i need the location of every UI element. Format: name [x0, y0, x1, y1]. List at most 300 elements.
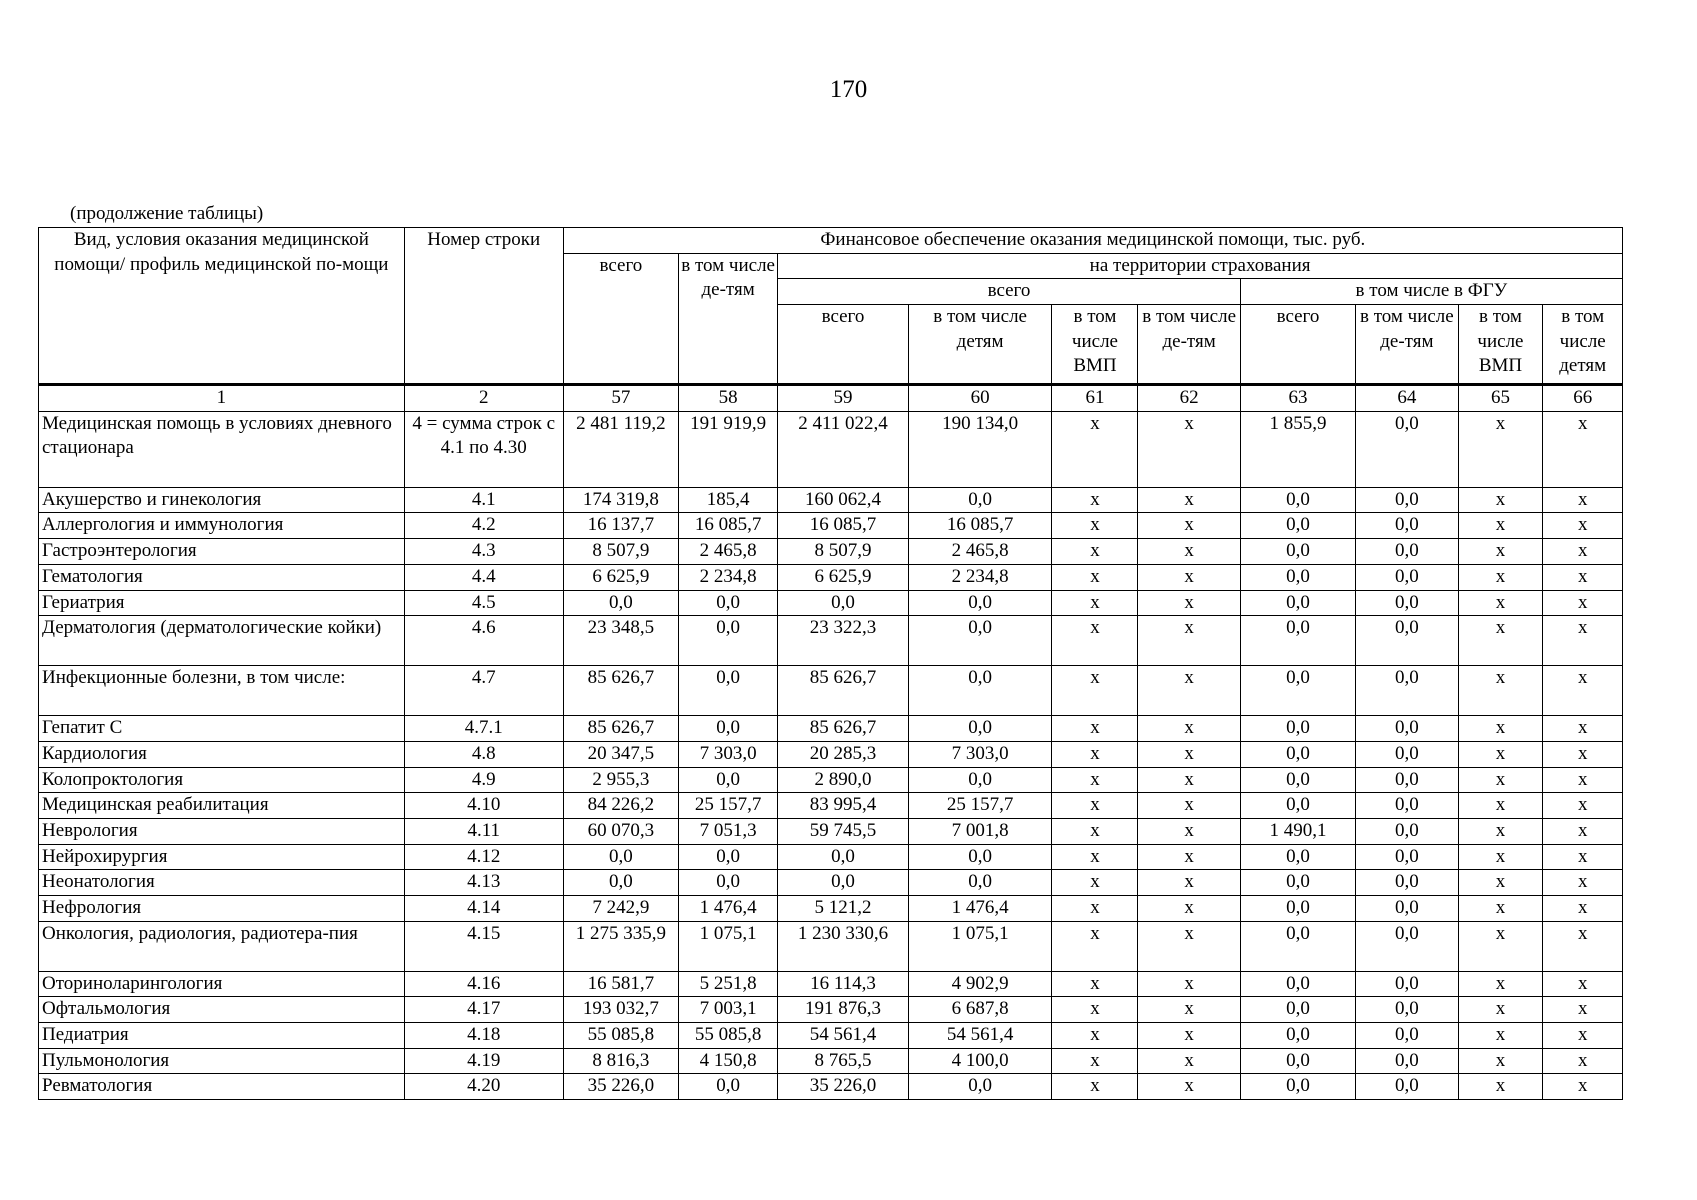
value-cell-61: х — [1052, 818, 1138, 844]
value-cell-63: 0,0 — [1240, 1023, 1355, 1049]
value-cell-59: 85 626,7 — [778, 716, 909, 742]
row-number-cell: 4.3 — [404, 539, 563, 565]
table-row — [39, 411, 1623, 487]
row-number-cell: 4.19 — [404, 1048, 563, 1074]
value-cell-58: 1 075,1 — [679, 921, 778, 971]
value-cell-66: х — [1543, 539, 1623, 565]
value-cell-65: х — [1458, 487, 1543, 513]
value-cell-60: 25 157,7 — [908, 793, 1052, 819]
header-t-total: всего — [778, 305, 909, 385]
table-row — [39, 616, 1623, 666]
value-cell-60: 54 561,4 — [908, 1023, 1052, 1049]
value-cell-58: 0,0 — [679, 767, 778, 793]
value-cell-59: 16 085,7 — [778, 513, 909, 539]
table-row — [39, 767, 1623, 793]
value-cell-64: 0,0 — [1356, 896, 1458, 922]
value-cell-66: х — [1543, 767, 1623, 793]
value-cell-61: х — [1052, 896, 1138, 922]
profile-name: Аллергология и иммунология — [39, 513, 405, 539]
value-cell-62: х — [1138, 666, 1240, 716]
row-number-cell: 4.16 — [404, 971, 563, 997]
value-cell-59: 23 322,3 — [778, 616, 909, 666]
value-cell-66: х — [1543, 844, 1623, 870]
value-cell-62: х — [1138, 1023, 1240, 1049]
value-cell-63: 0,0 — [1240, 844, 1355, 870]
value-cell-61: х — [1052, 716, 1138, 742]
value-cell-57: 0,0 — [563, 844, 678, 870]
value-cell-59: 20 285,3 — [778, 741, 909, 767]
profile-name: Неврология — [39, 818, 405, 844]
value-cell-61: х — [1052, 1048, 1138, 1074]
value-cell-61: х — [1052, 844, 1138, 870]
value-cell-66: х — [1543, 487, 1623, 513]
value-cell-65: х — [1458, 513, 1543, 539]
value-cell-65: х — [1458, 666, 1543, 716]
value-cell-64: 0,0 — [1356, 513, 1458, 539]
value-cell-63: 0,0 — [1240, 564, 1355, 590]
value-cell-57: 2 481 119,2 — [563, 411, 678, 487]
value-cell-61: х — [1052, 564, 1138, 590]
value-cell-65: х — [1458, 741, 1543, 767]
column-number: 58 — [679, 385, 778, 412]
value-cell-62: х — [1138, 539, 1240, 565]
value-cell-62: х — [1138, 411, 1240, 487]
value-cell-59: 0,0 — [778, 870, 909, 896]
table-row — [39, 741, 1623, 767]
value-cell-58: 191 919,9 — [679, 411, 778, 487]
table-row — [39, 896, 1623, 922]
value-cell-57: 0,0 — [563, 590, 678, 616]
value-cell-65: х — [1458, 997, 1543, 1023]
table-body — [39, 411, 1623, 1099]
profile-name: Колопроктология — [39, 767, 405, 793]
value-cell-59: 2 890,0 — [778, 767, 909, 793]
value-cell-62: х — [1138, 870, 1240, 896]
value-cell-63: 1 855,9 — [1240, 411, 1355, 487]
row-number-cell: 4.5 — [404, 590, 563, 616]
value-cell-65: х — [1458, 793, 1543, 819]
profile-name: Акушерство и гинекология — [39, 487, 405, 513]
value-cell-58: 2 465,8 — [679, 539, 778, 565]
value-cell-59: 5 121,2 — [778, 896, 909, 922]
value-cell-63: 0,0 — [1240, 1048, 1355, 1074]
table-row — [39, 716, 1623, 742]
value-cell-61: х — [1052, 513, 1138, 539]
profile-name: Педиатрия — [39, 1023, 405, 1049]
value-cell-58: 25 157,7 — [679, 793, 778, 819]
value-cell-58: 0,0 — [679, 1074, 778, 1100]
value-cell-58: 55 085,8 — [679, 1023, 778, 1049]
header-t-vmp-children: в том числе де-тям — [1138, 305, 1240, 385]
value-cell-63: 0,0 — [1240, 767, 1355, 793]
value-cell-66: х — [1543, 870, 1623, 896]
value-cell-57: 23 348,5 — [563, 616, 678, 666]
value-cell-57: 85 626,7 — [563, 666, 678, 716]
value-cell-65: х — [1458, 896, 1543, 922]
header-f-vmp: в том числе ВМП — [1458, 305, 1543, 385]
table-row — [39, 590, 1623, 616]
value-cell-57: 8 816,3 — [563, 1048, 678, 1074]
row-number-cell: 4.4 — [404, 564, 563, 590]
value-cell-65: х — [1458, 1023, 1543, 1049]
table-row — [39, 487, 1623, 513]
table-caption: (продолжение таблицы) — [70, 203, 264, 224]
value-cell-64: 0,0 — [1356, 487, 1458, 513]
value-cell-62: х — [1138, 793, 1240, 819]
header-t-children: в том числе детям — [908, 305, 1052, 385]
value-cell-59: 8 507,9 — [778, 539, 909, 565]
value-cell-66: х — [1543, 971, 1623, 997]
value-cell-63: 0,0 — [1240, 971, 1355, 997]
value-cell-62: х — [1138, 1048, 1240, 1074]
table-row — [39, 1048, 1623, 1074]
value-cell-65: х — [1458, 564, 1543, 590]
row-number-cell: 4.12 — [404, 844, 563, 870]
value-cell-66: х — [1543, 997, 1623, 1023]
value-cell-60: 0,0 — [908, 1074, 1052, 1100]
value-cell-60: 0,0 — [908, 716, 1052, 742]
value-cell-63: 0,0 — [1240, 616, 1355, 666]
profile-name: Гематология — [39, 564, 405, 590]
value-cell-62: х — [1138, 1074, 1240, 1100]
value-cell-65: х — [1458, 921, 1543, 971]
value-cell-60: 4 100,0 — [908, 1048, 1052, 1074]
value-cell-64: 0,0 — [1356, 716, 1458, 742]
value-cell-63: 0,0 — [1240, 487, 1355, 513]
profile-name: Гастроэнтерология — [39, 539, 405, 565]
value-cell-58: 0,0 — [679, 870, 778, 896]
value-cell-66: х — [1543, 741, 1623, 767]
value-cell-61: х — [1052, 1074, 1138, 1100]
value-cell-58: 7 303,0 — [679, 741, 778, 767]
value-cell-59: 160 062,4 — [778, 487, 909, 513]
value-cell-57: 85 626,7 — [563, 716, 678, 742]
column-number: 2 — [404, 385, 563, 412]
value-cell-65: х — [1458, 971, 1543, 997]
value-cell-57: 8 507,9 — [563, 539, 678, 565]
value-cell-58: 5 251,8 — [679, 971, 778, 997]
table-row — [39, 997, 1623, 1023]
value-cell-60: 2 465,8 — [908, 539, 1052, 565]
value-cell-63: 0,0 — [1240, 793, 1355, 819]
value-cell-62: х — [1138, 487, 1240, 513]
value-cell-62: х — [1138, 921, 1240, 971]
value-cell-58: 4 150,8 — [679, 1048, 778, 1074]
value-cell-65: х — [1458, 1074, 1543, 1100]
profile-name: Офтальмология — [39, 997, 405, 1023]
value-cell-64: 0,0 — [1356, 741, 1458, 767]
profile-name: Оториноларингология — [39, 971, 405, 997]
value-cell-59: 85 626,7 — [778, 666, 909, 716]
value-cell-57: 1 275 335,9 — [563, 921, 678, 971]
value-cell-66: х — [1543, 564, 1623, 590]
value-cell-59: 35 226,0 — [778, 1074, 909, 1100]
value-cell-57: 20 347,5 — [563, 741, 678, 767]
header-f-children: в том числе де-тям — [1356, 305, 1458, 385]
value-cell-66: х — [1543, 590, 1623, 616]
value-cell-62: х — [1138, 513, 1240, 539]
profile-name: Пульмонология — [39, 1048, 405, 1074]
value-cell-62: х — [1138, 564, 1240, 590]
value-cell-60: 16 085,7 — [908, 513, 1052, 539]
value-cell-61: х — [1052, 971, 1138, 997]
value-cell-66: х — [1543, 921, 1623, 971]
financing-table — [38, 227, 1623, 1100]
value-cell-64: 0,0 — [1356, 997, 1458, 1023]
value-cell-58: 0,0 — [679, 590, 778, 616]
value-cell-62: х — [1138, 741, 1240, 767]
value-cell-60: 0,0 — [908, 767, 1052, 793]
column-number: 64 — [1356, 385, 1458, 412]
row-number-cell: 4.11 — [404, 818, 563, 844]
column-number: 63 — [1240, 385, 1355, 412]
table-row — [39, 564, 1623, 590]
value-cell-57: 0,0 — [563, 870, 678, 896]
value-cell-65: х — [1458, 616, 1543, 666]
value-cell-61: х — [1052, 997, 1138, 1023]
column-numbers-row — [39, 385, 1623, 412]
value-cell-65: х — [1458, 844, 1543, 870]
value-cell-65: х — [1458, 411, 1543, 487]
value-cell-62: х — [1138, 896, 1240, 922]
profile-name: Нефрология — [39, 896, 405, 922]
value-cell-63: 0,0 — [1240, 870, 1355, 896]
value-cell-59: 8 765,5 — [778, 1048, 909, 1074]
row-number-cell: 4.17 — [404, 997, 563, 1023]
profile-name: Нейрохирургия — [39, 844, 405, 870]
value-cell-65: х — [1458, 767, 1543, 793]
header-in-fgu: в том числе в ФГУ — [1240, 279, 1622, 305]
row-number-cell: 4.10 — [404, 793, 563, 819]
value-cell-61: х — [1052, 539, 1138, 565]
table-row — [39, 513, 1623, 539]
value-cell-57: 6 625,9 — [563, 564, 678, 590]
table-row — [39, 1074, 1623, 1100]
value-cell-63: 0,0 — [1240, 1074, 1355, 1100]
row-number-cell: 4.2 — [404, 513, 563, 539]
value-cell-60: 7 001,8 — [908, 818, 1052, 844]
value-cell-61: х — [1052, 1023, 1138, 1049]
row-number-cell: 4.14 — [404, 896, 563, 922]
row-number-cell: 4.6 — [404, 616, 563, 666]
value-cell-64: 0,0 — [1356, 616, 1458, 666]
header-f-total: всего — [1240, 305, 1355, 385]
table-row — [39, 921, 1623, 971]
profile-name: Кардиология — [39, 741, 405, 767]
value-cell-60: 1 476,4 — [908, 896, 1052, 922]
value-cell-59: 1 230 330,6 — [778, 921, 909, 971]
value-cell-64: 0,0 — [1356, 564, 1458, 590]
value-cell-62: х — [1138, 716, 1240, 742]
row-number-cell: 4 = сумма строк с 4.1 по 4.30 — [404, 411, 563, 487]
value-cell-60: 2 234,8 — [908, 564, 1052, 590]
row-number-cell: 4.18 — [404, 1023, 563, 1049]
value-cell-57: 16 137,7 — [563, 513, 678, 539]
column-number: 60 — [908, 385, 1052, 412]
table-row — [39, 870, 1623, 896]
column-number: 59 — [778, 385, 909, 412]
profile-name: Дерматология (дерматологические койки) — [39, 616, 405, 666]
value-cell-61: х — [1052, 870, 1138, 896]
value-cell-66: х — [1543, 411, 1623, 487]
header-f-vmp-children: в том числе детям — [1543, 305, 1623, 385]
table-row — [39, 793, 1623, 819]
row-number-cell: 4.1 — [404, 487, 563, 513]
header-territory-total: всего — [778, 279, 1241, 305]
value-cell-58: 0,0 — [679, 616, 778, 666]
value-cell-66: х — [1543, 1023, 1623, 1049]
value-cell-61: х — [1052, 590, 1138, 616]
value-cell-66: х — [1543, 1048, 1623, 1074]
profile-name: Медицинская реабилитация — [39, 793, 405, 819]
value-cell-64: 0,0 — [1356, 971, 1458, 997]
value-cell-66: х — [1543, 513, 1623, 539]
value-cell-59: 6 625,9 — [778, 564, 909, 590]
value-cell-58: 0,0 — [679, 716, 778, 742]
value-cell-60: 0,0 — [908, 844, 1052, 870]
value-cell-64: 0,0 — [1356, 411, 1458, 487]
header-t-vmp: в том числе ВМП — [1052, 305, 1138, 385]
value-cell-58: 7 003,1 — [679, 997, 778, 1023]
value-cell-64: 0,0 — [1356, 666, 1458, 716]
value-cell-57: 60 070,3 — [563, 818, 678, 844]
value-cell-61: х — [1052, 411, 1138, 487]
value-cell-58: 2 234,8 — [679, 564, 778, 590]
value-cell-57: 7 242,9 — [563, 896, 678, 922]
value-cell-61: х — [1052, 487, 1138, 513]
value-cell-63: 0,0 — [1240, 666, 1355, 716]
table-row — [39, 818, 1623, 844]
value-cell-65: х — [1458, 716, 1543, 742]
profile-name: Гепатит С — [39, 716, 405, 742]
profile-name: Неонатология — [39, 870, 405, 896]
value-cell-65: х — [1458, 870, 1543, 896]
value-cell-58: 0,0 — [679, 844, 778, 870]
value-cell-62: х — [1138, 590, 1240, 616]
value-cell-64: 0,0 — [1356, 767, 1458, 793]
profile-name: Инфекционные болезни, в том числе: — [39, 666, 405, 716]
profile-name: Онкология, радиология, радиотера-пия — [39, 921, 405, 971]
value-cell-62: х — [1138, 997, 1240, 1023]
value-cell-59: 2 411 022,4 — [778, 411, 909, 487]
value-cell-66: х — [1543, 716, 1623, 742]
value-cell-66: х — [1543, 1074, 1623, 1100]
value-cell-61: х — [1052, 921, 1138, 971]
table-row — [39, 1023, 1623, 1049]
value-cell-62: х — [1138, 844, 1240, 870]
value-cell-59: 59 745,5 — [778, 818, 909, 844]
profile-name: Медицинская помощь в условиях дневного стационара — [39, 411, 405, 487]
header-territory: на территории страхования — [778, 253, 1623, 279]
table-row — [39, 971, 1623, 997]
value-cell-57: 193 032,7 — [563, 997, 678, 1023]
value-cell-60: 0,0 — [908, 487, 1052, 513]
header-profile: Вид, условия оказания медицинской помощи/ профиль медицинской по-мощи — [39, 228, 405, 385]
column-number: 66 — [1543, 385, 1623, 412]
value-cell-66: х — [1543, 616, 1623, 666]
column-number: 61 — [1052, 385, 1138, 412]
value-cell-60: 190 134,0 — [908, 411, 1052, 487]
value-cell-58: 1 476,4 — [679, 896, 778, 922]
row-number-cell: 4.8 — [404, 741, 563, 767]
value-cell-57: 84 226,2 — [563, 793, 678, 819]
value-cell-64: 0,0 — [1356, 793, 1458, 819]
value-cell-66: х — [1543, 818, 1623, 844]
table-row — [39, 539, 1623, 565]
value-cell-60: 0,0 — [908, 666, 1052, 716]
value-cell-64: 0,0 — [1356, 1074, 1458, 1100]
value-cell-57: 2 955,3 — [563, 767, 678, 793]
value-cell-63: 0,0 — [1240, 997, 1355, 1023]
value-cell-65: х — [1458, 1048, 1543, 1074]
value-cell-62: х — [1138, 971, 1240, 997]
header-children: в том числе де-тям — [679, 253, 778, 384]
value-cell-57: 174 319,8 — [563, 487, 678, 513]
value-cell-64: 0,0 — [1356, 870, 1458, 896]
column-number: 65 — [1458, 385, 1543, 412]
page-number: 170 — [829, 76, 868, 103]
row-number-cell: 4.7 — [404, 666, 563, 716]
value-cell-59: 0,0 — [778, 844, 909, 870]
value-cell-59: 83 995,4 — [778, 793, 909, 819]
value-cell-64: 0,0 — [1356, 844, 1458, 870]
value-cell-63: 0,0 — [1240, 896, 1355, 922]
value-cell-59: 191 876,3 — [778, 997, 909, 1023]
value-cell-60: 0,0 — [908, 870, 1052, 896]
value-cell-60: 6 687,8 — [908, 997, 1052, 1023]
value-cell-63: 1 490,1 — [1240, 818, 1355, 844]
value-cell-63: 0,0 — [1240, 513, 1355, 539]
row-number-cell: 4.13 — [404, 870, 563, 896]
row-number-cell: 4.7.1 — [404, 716, 563, 742]
value-cell-64: 0,0 — [1356, 818, 1458, 844]
value-cell-60: 4 902,9 — [908, 971, 1052, 997]
value-cell-61: х — [1052, 616, 1138, 666]
value-cell-61: х — [1052, 793, 1138, 819]
value-cell-65: х — [1458, 590, 1543, 616]
value-cell-65: х — [1458, 818, 1543, 844]
header-total: всего — [563, 253, 678, 384]
value-cell-63: 0,0 — [1240, 539, 1355, 565]
value-cell-60: 7 303,0 — [908, 741, 1052, 767]
value-cell-58: 7 051,3 — [679, 818, 778, 844]
row-number-cell: 4.20 — [404, 1074, 563, 1100]
value-cell-64: 0,0 — [1356, 590, 1458, 616]
value-cell-59: 54 561,4 — [778, 1023, 909, 1049]
value-cell-58: 16 085,7 — [679, 513, 778, 539]
value-cell-60: 0,0 — [908, 590, 1052, 616]
value-cell-64: 0,0 — [1356, 921, 1458, 971]
header-financing: Финансовое обеспечение оказания медицинской помощи, тыс. руб. — [563, 228, 1622, 254]
value-cell-66: х — [1543, 793, 1623, 819]
header-row-number: Номер строки — [404, 228, 563, 385]
value-cell-64: 0,0 — [1356, 539, 1458, 565]
column-number: 1 — [39, 385, 405, 412]
value-cell-58: 185,4 — [679, 487, 778, 513]
value-cell-64: 0,0 — [1356, 1048, 1458, 1074]
row-number-cell: 4.9 — [404, 767, 563, 793]
value-cell-64: 0,0 — [1356, 1023, 1458, 1049]
column-number: 62 — [1138, 385, 1240, 412]
value-cell-59: 16 114,3 — [778, 971, 909, 997]
value-cell-59: 0,0 — [778, 590, 909, 616]
value-cell-66: х — [1543, 896, 1623, 922]
value-cell-63: 0,0 — [1240, 741, 1355, 767]
value-cell-65: х — [1458, 539, 1543, 565]
value-cell-63: 0,0 — [1240, 716, 1355, 742]
value-cell-57: 55 085,8 — [563, 1023, 678, 1049]
row-number-cell: 4.15 — [404, 921, 563, 971]
